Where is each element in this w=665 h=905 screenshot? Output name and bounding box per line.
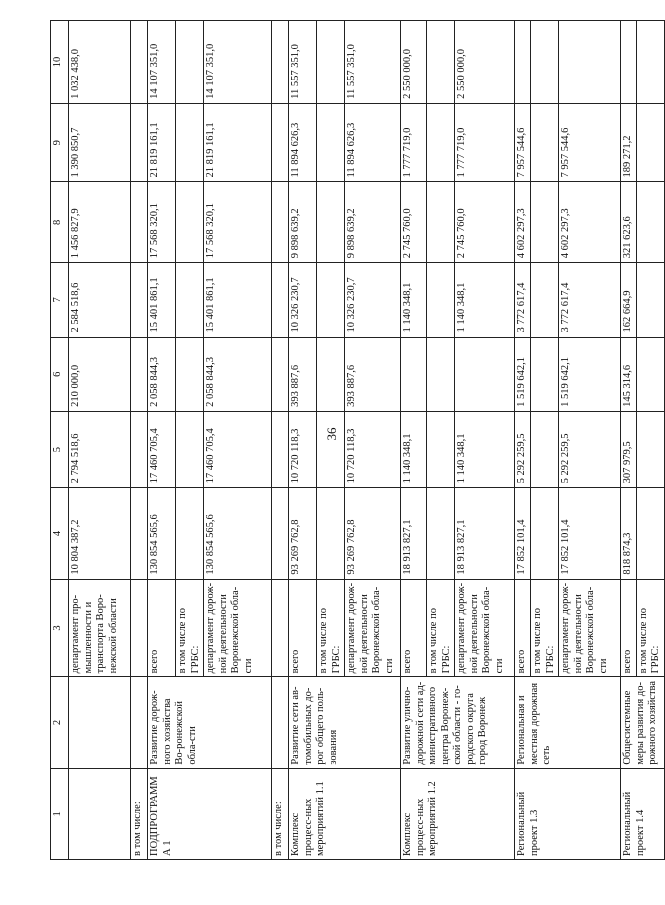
table-cell (272, 488, 289, 579)
value-cell: 21 819 161,1 (148, 103, 176, 182)
table-cell: в том числе по ГРБС: (636, 579, 664, 677)
value-cell: 10 720 118,3 (345, 411, 401, 487)
table-cell (272, 263, 289, 337)
table-cell (636, 411, 664, 487)
value-cell: 93 269 762,8 (345, 488, 401, 579)
table-cell (131, 263, 148, 337)
value-cell: 393 887,6 (345, 337, 401, 411)
value-cell: 4 602 297,3 (515, 182, 531, 263)
value-cell: 393 887,6 (289, 337, 317, 411)
table-cell (272, 337, 289, 411)
table-cell (427, 21, 455, 104)
value-cell: 2 745 760,0 (455, 182, 515, 263)
table-cell: департамент дорож-ной деятельности Воронежской обла-сти (455, 579, 515, 677)
table-cell: Развитие дорож-ного хозяйства Во-ронежской обла-сти (148, 677, 272, 768)
value-cell: 9 898 639,2 (289, 182, 317, 263)
value-cell: 18 913 827,1 (401, 488, 427, 579)
table-cell (272, 103, 289, 182)
table-cell (176, 182, 204, 263)
value-cell: 1 519 642,1 (559, 337, 621, 411)
table-cell (531, 182, 559, 263)
table-cell (131, 103, 148, 182)
table-cell: в том числе: (131, 768, 148, 859)
value-cell: 130 854 565,6 (204, 488, 272, 579)
value-cell: 14 107 351,0 (204, 21, 272, 104)
table-cell (636, 263, 664, 337)
value-cell: 11 894 626,3 (345, 103, 401, 182)
table-cell (176, 103, 204, 182)
table-cell (531, 21, 559, 104)
table-cell: всего (289, 579, 317, 677)
value-cell: 130 854 565,6 (148, 488, 176, 579)
table-cell (427, 103, 455, 182)
value-cell: 4 602 297,3 (559, 182, 621, 263)
value-cell: 14 107 351,0 (148, 21, 176, 104)
value-cell: 10 326 230,7 (289, 263, 317, 337)
table-cell: в том числе: (272, 768, 289, 859)
table-cell: в том числе по ГРБС: (531, 579, 559, 677)
table-cell (272, 677, 289, 768)
budget-table (50, 20, 665, 860)
header-cell: 5 (51, 411, 69, 487)
value-cell: 2 058 844,3 (148, 337, 176, 411)
header-cell: 1 (51, 768, 69, 859)
value-cell: 5 292 259,5 (515, 411, 531, 487)
table-cell: Региональный проект 1.4 (621, 768, 665, 859)
header-cell: 7 (51, 263, 69, 337)
value-cell: 2 745 760,0 (401, 182, 427, 263)
table-cell: департамент дорож-ной деятельности Воронежской обла-сти (559, 579, 621, 677)
value-cell (559, 21, 621, 104)
table-row (401, 21, 427, 860)
value-cell: 18 913 827,1 (455, 488, 515, 579)
table-cell (427, 488, 455, 579)
table-cell (636, 488, 664, 579)
value-cell: 1 777 719,0 (401, 103, 427, 182)
table-cell (636, 103, 664, 182)
value-cell: 2 550 000,0 (401, 21, 427, 104)
value-cell: 7 957 544,6 (559, 103, 621, 182)
table-cell (131, 488, 148, 579)
table-cell (531, 103, 559, 182)
table-cell (131, 182, 148, 263)
table-cell (131, 411, 148, 487)
value-cell (455, 337, 515, 411)
table-cell (317, 411, 345, 487)
table-cell (427, 263, 455, 337)
value-cell: 11 894 626,3 (289, 103, 317, 182)
table-cell (531, 488, 559, 579)
table-cell (427, 337, 455, 411)
table-row (131, 21, 148, 860)
table-cell (317, 263, 345, 337)
table-cell: департамент про-мышленности и транспорта Воро-нежской области (69, 579, 131, 677)
table-cell: в том числе по ГРБС: (427, 579, 455, 677)
table-cell (317, 337, 345, 411)
value-cell: 818 874,3 (621, 488, 637, 579)
value-cell: 189 271,2 (621, 103, 637, 182)
value-cell: 2 794 518,6 (69, 411, 131, 487)
table-cell: всего (148, 579, 176, 677)
table-cell: всего (515, 579, 531, 677)
table-row (289, 21, 317, 860)
table-cell: Развитие улично-дорожной сети ад-министративного центра Воронеж-ской области - го-родского округа город Воронеж (401, 677, 515, 768)
table-cell (131, 21, 148, 104)
table-cell (131, 337, 148, 411)
value-cell (401, 337, 427, 411)
value-cell: 2 550 000,0 (455, 21, 515, 104)
header-cell: 10 (51, 21, 69, 104)
value-cell: 3 772 617,4 (515, 263, 531, 337)
table-cell (176, 411, 204, 487)
value-cell: 1 140 348,1 (455, 263, 515, 337)
rotated-table-container (50, 20, 661, 860)
table-cell (176, 488, 204, 579)
value-cell: 7 957 544,6 (515, 103, 531, 182)
table-cell: Общесистемные меры развития до-рожного хозяйства (621, 677, 665, 768)
value-cell: 2 058 844,3 (204, 337, 272, 411)
value-cell: 321 623,6 (621, 182, 637, 263)
table-cell (69, 677, 131, 768)
value-cell: 17 852 101,4 (559, 488, 621, 579)
header-cell: 6 (51, 337, 69, 411)
header-cell: 3 (51, 579, 69, 677)
table-cell: Комплекс процесс-ных мероприятий 1.2 (401, 768, 515, 859)
value-cell: 145 314,6 (621, 337, 637, 411)
value-cell: 1 140 348,1 (455, 411, 515, 487)
value-cell: 11 557 351,0 (289, 21, 317, 104)
value-cell: 1 456 827,9 (69, 182, 131, 263)
table-cell (176, 263, 204, 337)
value-cell: 1 140 348,1 (401, 263, 427, 337)
header-cell: 4 (51, 488, 69, 579)
table-cell (272, 411, 289, 487)
table-cell (176, 21, 204, 104)
table-cell (131, 579, 148, 677)
page-number: 36 (324, 427, 339, 441)
header-cell: 2 (51, 677, 69, 768)
table-cell: Региональная и местная дорожная сеть (515, 677, 621, 768)
value-cell (515, 21, 531, 104)
table-cell: всего (621, 579, 637, 677)
table-row (621, 21, 637, 860)
table-cell (176, 337, 204, 411)
table-cell (317, 103, 345, 182)
table-cell (317, 182, 345, 263)
value-cell: 11 557 351,0 (345, 21, 401, 104)
value-cell: 15 401 861,1 (148, 263, 176, 337)
table-cell (531, 337, 559, 411)
value-cell: 17 460 705,4 (204, 411, 272, 487)
table-cell: ПОДПРОГРАММА 1 (148, 768, 272, 859)
table-cell (272, 579, 289, 677)
table-cell: в том числе по ГРБС: (176, 579, 204, 677)
table-cell (636, 21, 664, 104)
value-cell: 1 390 850,7 (69, 103, 131, 182)
table-cell (427, 411, 455, 487)
value-cell: 210 000,0 (69, 337, 131, 411)
value-cell (621, 21, 637, 104)
table-cell (272, 182, 289, 263)
value-cell: 1 519 642,1 (515, 337, 531, 411)
table-row (515, 21, 531, 860)
table-row (69, 21, 131, 860)
value-cell: 21 819 161,1 (204, 103, 272, 182)
table-cell (636, 337, 664, 411)
table-row (148, 21, 176, 860)
table-cell: Региональный проект 1.3 (515, 768, 621, 859)
table-row (272, 21, 289, 860)
table-cell: Комплекс процесс-ных мероприятий 1.1 (289, 768, 401, 859)
value-cell: 1 777 719,0 (455, 103, 515, 182)
value-cell: 17 568 320,1 (148, 182, 176, 263)
value-cell: 3 772 617,4 (559, 263, 621, 337)
table-cell (131, 677, 148, 768)
value-cell: 2 584 518,6 (69, 263, 131, 337)
value-cell: 1 032 438,0 (69, 21, 131, 104)
value-cell: 10 804 387,2 (69, 488, 131, 579)
value-cell: 17 460 705,4 (148, 411, 176, 487)
header-cell: 8 (51, 182, 69, 263)
value-cell: 17 852 101,4 (515, 488, 531, 579)
value-cell: 162 664,9 (621, 263, 637, 337)
table-cell (531, 411, 559, 487)
table-cell: всего (401, 579, 427, 677)
value-cell: 17 568 320,1 (204, 182, 272, 263)
value-cell: 1 140 348,1 (401, 411, 427, 487)
value-cell: 5 292 259,5 (559, 411, 621, 487)
value-cell: 10 326 230,7 (345, 263, 401, 337)
table-cell (317, 21, 345, 104)
table-cell: департамент дорож-ной деятельности Воронежской обла-сти (345, 579, 401, 677)
table-cell: Развитие сети ав-томобильных до-рог общего поль-зования (289, 677, 401, 768)
table-cell (636, 182, 664, 263)
value-cell: 9 898 639,2 (345, 182, 401, 263)
value-cell: 10 720 118,3 (289, 411, 317, 487)
table-cell (317, 488, 345, 579)
table-cell (272, 21, 289, 104)
table-cell: департамент дорож-ной деятельности Воронежской обла-сти (204, 579, 272, 677)
value-cell: 15 401 861,1 (204, 263, 272, 337)
value-cell: 307 979,5 (621, 411, 637, 487)
table-cell (531, 263, 559, 337)
table-cell (69, 768, 131, 859)
table-cell: в том числе по ГРБС: (317, 579, 345, 677)
table-cell (427, 182, 455, 263)
table-header-row (51, 21, 69, 860)
header-cell: 9 (51, 103, 69, 182)
value-cell: 93 269 762,8 (289, 488, 317, 579)
